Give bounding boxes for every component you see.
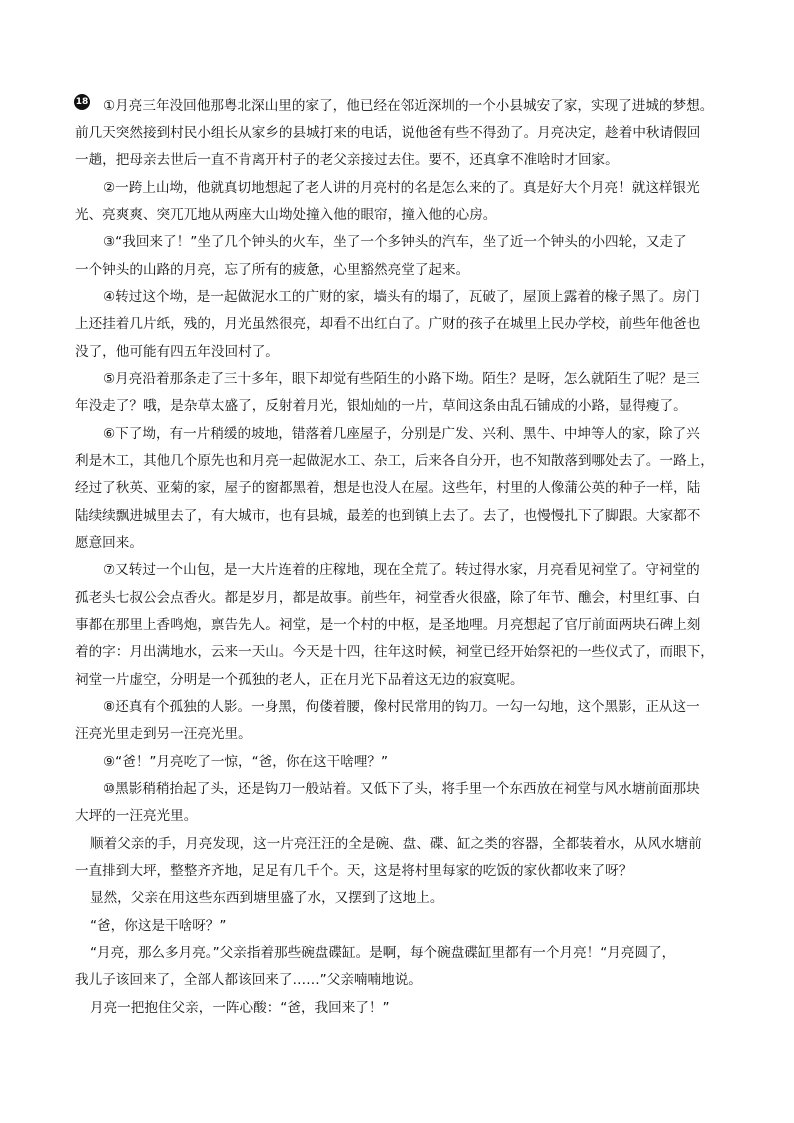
- paragraph-line: 光、亮爽爽、突兀兀地从两座大山坳处撞入他的眼帘，撞入他的心房。: [75, 207, 497, 223]
- paragraph-line: ③“我回来了！”坐了几个钟头的火车，坐了一个多钟头的汽车，坐了近一个钟头的小四轮，又走了: [103, 234, 687, 250]
- paragraph-line: 祠堂一片虚空，分明是一个孤独的老人，正在月光下品着这无边的寂寞呢。: [75, 672, 524, 688]
- paragraph-line: 利是木工，其他几个原先也和月亮一起做泥水工、杂工，后来各自分开，也不知散落到哪处去了。一路上，: [75, 453, 714, 469]
- paragraph-line: “爸，你这是干啥呀？”: [90, 918, 227, 934]
- paragraph-line: ⑧还真有个孤独的人影。一身黑，佝偻着腰，像村民常用的钩刀。一勾一勾地，这个黑影，正从这一: [103, 699, 700, 715]
- paragraph-line: ⑤月亮沿着那条走了三十多年，眼下却觉有些陌生的小路下坳。陌生？是呀，怎么就陌生了呢？是三: [103, 371, 700, 387]
- paragraph-line: ⑨“爸！”月亮吃了一惊，“爸，你在这干啥哩？”: [103, 754, 389, 770]
- paragraph-line: 一直排到大坪，整整齐齐地，足足有几千个。天，这是将村里每家的吃饭的家伙都收来了呀？: [75, 863, 633, 879]
- paragraph-line: 孤老头七叔公会点香火。都是岁月，都是故事。前些年，祠堂香火很盛，除了年节、醮会，村里红事、白: [75, 590, 701, 606]
- paragraph-line: 经过了秋英、亚菊的家，屋子的窗都黑着，想是也没人在屋。这些年，村里的人像蒲公英的种子一样，陆: [75, 480, 701, 496]
- paragraph-line: 月亮一把抱住父亲，一阵心酸：“爸，我回来了！”: [90, 1000, 390, 1016]
- paragraph-line: 愿意回来。: [75, 535, 143, 551]
- paragraph-line: ⑥下了坳，有一片稍缓的坡地，错落着几座屋子，分别是广发、兴利、黑牛、中坤等人的家，除了兴: [103, 426, 700, 442]
- paragraph-line: 着的字：月出满地水，云来一天山。今天是十四，往年这时候，祠堂已经开始祭祀的一些仪式了，而眼下，: [75, 644, 714, 660]
- question-number-badge: 18: [74, 94, 90, 110]
- paragraph-line: 前几天突然接到村民小组长从家乡的县城打来的电话，说他爸有些不得劲了。月亮决定，趁着中秋请假回: [75, 125, 701, 141]
- paragraph-line: 一趟，把母亲去世后一直不肯离开村子的老父亲接过去住。要不，还真拿不准啥时才回家。: [75, 152, 619, 168]
- paragraph-line: 年没走了？哦，是杂草太盛了，反射着月光，银灿灿的一片，草间这条由乱石铺成的小路，显得瘦了。: [75, 398, 687, 414]
- paragraph-line: “月亮，那么多月亮。”父亲指着那些碗盘碟缸。是啊，每个碗盘碟缸里都有一个月亮！“月亮圆了，: [90, 945, 676, 961]
- paragraph-line: 顺着父亲的手，月亮发现，这一片亮汪汪的全是碗、盘、碟、缸之类的容器，全都装着水，从风水塘前: [90, 836, 702, 852]
- paragraph-line: 汪亮光里走到另一汪亮光里。: [75, 726, 252, 742]
- paragraph-line: ④转过这个坳，是一起做泥水工的广财的家，墙头有的塌了，瓦破了，屋顶上露着的椽子黑了。房门: [103, 289, 700, 305]
- paragraph-line: ⑦又转过一个山包，是一大片连着的庄稼地，现在全荒了。转过得水家，月亮看见祠堂了。守祠堂的: [103, 562, 700, 578]
- paragraph-line: 我儿子该回来了，全部人都该回来了……”父亲喃喃地说。: [75, 972, 422, 988]
- paragraph-line: 上还挂着几片纸，残的，月光虽然很亮，却看不出红白了。广财的孩子在城里上民办学校，前些年他爸也: [75, 316, 701, 332]
- paragraph-line: 显然，父亲在用这些东西到塘里盛了水，又摆到了这地上。: [90, 890, 444, 906]
- paragraph-line: ②一跨上山坳，他就真切地想起了老人讲的月亮村的名是怎么来的了。真是好大个月亮！就这样银光: [103, 180, 700, 196]
- paragraph-line: 陆续续飘进城里去了，有大城市，也有县城，最差的也到镇上去了。去了，也慢慢扎下了脚跟。大家都不: [75, 508, 701, 524]
- paragraph-line: ⑩黑影稍稍抬起了头，还是钩刀一般站着。又低下了头，将手里一个东西放在祠堂与风水塘前面那块: [103, 781, 700, 797]
- paragraph-line: ①月亮三年没回他那粤北深山里的家了，他已经在邻近深圳的一个小县城安了家，实现了进城的梦想。: [103, 98, 714, 114]
- paragraph-line: 事都在那里上香鸣炮，禀告先人。祠堂，是一个村的中枢，是圣地哩。月亮想起了官厅前面两块石碑上刻: [75, 617, 701, 633]
- paragraph-line: 没了，他可能有四五年没回村了。: [75, 344, 279, 360]
- paragraph-line: 大坪的一汪亮光里。: [75, 808, 198, 824]
- paragraph-line: 一个钟头的山路的月亮，忘了所有的疲惫，心里豁然亮堂了起来。: [75, 262, 470, 278]
